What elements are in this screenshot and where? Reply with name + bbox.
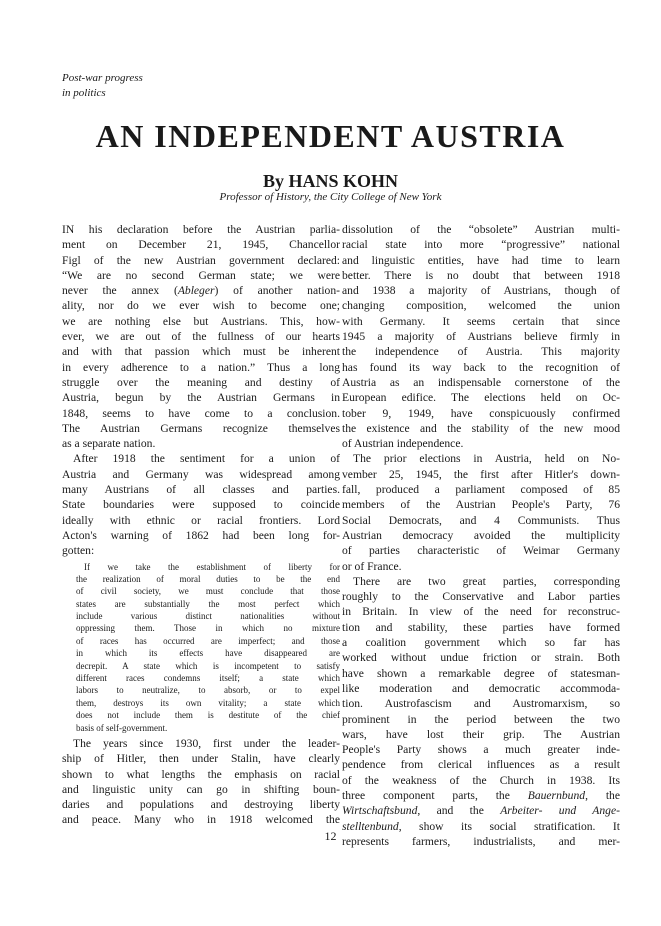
text-line: Figl of the new Austrian government declared: bbox=[62, 253, 340, 267]
text-line: in Britain. In view of the need for reconstruc- bbox=[342, 605, 620, 619]
text-line: many Austrians of all classes and parties. bbox=[62, 483, 340, 497]
text-line: racial state into more “progressive” national bbox=[342, 238, 620, 252]
text-line: The Austrian Germans recognize themselves bbox=[62, 421, 340, 435]
kicker-line-1: Post-war progress bbox=[62, 72, 143, 84]
text-line: the realization of moral duties to be the end bbox=[76, 573, 340, 584]
text-line: pendence from clerical influences as a result bbox=[342, 758, 620, 772]
text-line: in which its effects have disappeared are bbox=[76, 648, 340, 659]
text-line: Austria and Germany was widespread among bbox=[62, 467, 340, 481]
text-line: “We are no second German state; we were bbox=[62, 268, 340, 282]
text-line: vember 25, 1945, the first after Hitler's down- bbox=[342, 467, 620, 481]
text-line: three component parts, the Bauernbund, the bbox=[342, 788, 620, 802]
text-line: changing composition, welcomed the union bbox=[342, 299, 620, 313]
text-line: roughly to the Conservative and Labor parties bbox=[342, 590, 620, 604]
text-line: State boundaries were supposed to coincide bbox=[62, 498, 340, 512]
right-para-1 bbox=[342, 222, 620, 451]
kicker-line-2: in politics bbox=[62, 87, 106, 99]
text-line: ship of Hitler, then under Stalin, have clearly bbox=[62, 752, 340, 766]
text-line: Austrian democracy avoided the multiplicity bbox=[342, 528, 620, 542]
text-line: has found its way back to the recognition of bbox=[342, 360, 620, 374]
text-line: of Austrian independence. bbox=[342, 437, 464, 451]
text-line: of races has occurred are imperfect; and those bbox=[76, 635, 340, 646]
left-para-2 bbox=[62, 451, 340, 558]
text-line: shown to what lengths the emphasis on racial bbox=[62, 767, 340, 781]
text-line: 1945 a majority of Austrians believe firmly in bbox=[342, 330, 620, 344]
text-line: of parties characteristic of Weimar Germany bbox=[342, 544, 620, 558]
right-column bbox=[342, 222, 620, 849]
text-line: People's Party shows a much greater inde- bbox=[342, 743, 620, 757]
text-line: include various distinct nationalities without bbox=[76, 611, 340, 622]
text-line: basis of self-government. bbox=[76, 722, 168, 733]
text-line: like moderation and democratic accommoda- bbox=[342, 681, 620, 695]
text-line: decrepit. A state which is incompetent to satisfy bbox=[76, 660, 340, 671]
text-line: of civil society, we must conclude that those bbox=[76, 586, 340, 597]
text-line: ideally with ethnic or racial frontiers. Lord bbox=[62, 513, 340, 527]
left-para-1 bbox=[62, 222, 340, 451]
text-line: The years since 1930, first under the leader- bbox=[73, 737, 340, 750]
text-line: them, destroys its own vitality; a state which bbox=[76, 697, 340, 708]
text-line: we are nothing else but Austrians. This, how- bbox=[62, 314, 340, 328]
text-line: European edifice. The elections held on Oc- bbox=[342, 391, 620, 405]
text-line: Acton's warning of 1862 had been long for- bbox=[62, 528, 340, 542]
text-line: There are two great parties, corresponding bbox=[353, 574, 620, 588]
text-line: daries and populations and destroying liberty bbox=[62, 798, 340, 812]
text-line: ality, nor do we ever wish to become one; bbox=[62, 299, 340, 313]
text-line: stelltenbund, show its social stratification. It bbox=[342, 819, 620, 833]
text-line: better. There is no doubt that between 1918 bbox=[342, 268, 620, 282]
text-line: Wirtschaftsbund, and the Arbeiter- und Ange- bbox=[342, 804, 620, 818]
text-line: 1848, seems to have come to a conclusion. bbox=[62, 406, 340, 420]
text-line: and peace. Many who in 1918 welcomed the bbox=[62, 813, 340, 827]
text-line: dissolution of the “obsolete” Austrian multi- bbox=[342, 223, 620, 236]
text-line: fall, produced a parliament composed of 85 bbox=[342, 483, 620, 497]
author-byline: By HANS KOHN bbox=[262, 171, 399, 191]
text-line: does not include them is destitute of the chief bbox=[76, 710, 340, 721]
text-line: Social Democrats, and 4 Communists. Thus bbox=[342, 513, 620, 527]
text-line: Austria as an indispensable cornerstone of the bbox=[342, 375, 620, 389]
block-quote bbox=[62, 561, 340, 734]
article-title: AN INDEPENDENT AUSTRIA bbox=[95, 118, 566, 154]
text-line: a coalition government which so far has bbox=[342, 636, 620, 650]
text-line: as a separate nation. bbox=[62, 437, 156, 451]
text-line: and 1938 a majority of Austrians, though of bbox=[342, 284, 620, 298]
right-para-2 bbox=[342, 451, 620, 573]
text-line: have shown a remarkable degree of statesman- bbox=[342, 666, 620, 680]
author-affiliation: Professor of History, the City College of New York bbox=[219, 191, 442, 203]
text-line: states are substantially the most perfect which bbox=[76, 598, 340, 609]
text-line: gotten: bbox=[62, 544, 95, 558]
text-line: IN his declaration before the Austrian parlia- bbox=[62, 223, 340, 236]
text-line: ever, we are out of the fullness of our hearts bbox=[62, 330, 340, 344]
text-line: If we take the establishment of liberty for bbox=[84, 561, 340, 572]
text-line: worked without undue friction or strain. Both bbox=[342, 651, 620, 665]
text-line: labors to neutralize, to absorb, or to expel bbox=[76, 685, 340, 696]
text-line: ment on December 21, 1945, Chancellor bbox=[62, 238, 340, 252]
section-kicker bbox=[62, 71, 143, 101]
text-line: members of the Austrian People's Party, 76 bbox=[342, 498, 620, 512]
text-line: different races condemns itself; a state which bbox=[76, 673, 340, 684]
text-line: or of France. bbox=[342, 559, 402, 573]
text-line: the independence of Austria. This majority bbox=[342, 345, 620, 359]
text-line: of the weakness of the Church in 1938. Its bbox=[342, 773, 620, 787]
text-line: Austria, begun by the Austrian Germans in bbox=[62, 391, 340, 405]
text-line: tion. Austrofascism and Austromarxism, so bbox=[342, 697, 620, 711]
text-line: with Germany. It seems certain that since bbox=[342, 314, 620, 328]
left-para-3 bbox=[62, 736, 340, 828]
text-line: never the annex (Ableger) of another nation- bbox=[62, 284, 340, 298]
text-line: oppressing them. Those in which no mixture bbox=[76, 623, 340, 634]
text-line: struggle over the meaning and destiny of bbox=[62, 375, 340, 389]
text-line: tion and stability, these parties have formed bbox=[342, 620, 620, 634]
text-line: the existence and the stability of the new mood bbox=[342, 421, 620, 435]
text-line: represents farmers, industrialists, and mer- bbox=[342, 834, 620, 848]
text-line: and with that passion which must be inherent bbox=[62, 345, 340, 359]
text-line: wars, have lost their grip. The Austrian bbox=[342, 727, 620, 741]
text-line: The prior elections in Austria, held on No- bbox=[353, 452, 620, 466]
text-line: prominent in the period between the two bbox=[342, 712, 620, 726]
text-line: tober 9, 1949, have conspicuously confirmed bbox=[342, 406, 620, 420]
text-line: in every adherence to a nation.” Thus a long bbox=[62, 360, 340, 374]
text-line: After 1918 the sentiment for a union of bbox=[73, 452, 340, 466]
text-line: and linguistic unity can go in shifting boun- bbox=[62, 782, 340, 796]
page-number: 12 bbox=[324, 829, 337, 843]
text-line: and linguistic entities, have had time to learn bbox=[342, 253, 620, 267]
right-para-3 bbox=[342, 574, 620, 849]
left-column bbox=[62, 222, 340, 828]
